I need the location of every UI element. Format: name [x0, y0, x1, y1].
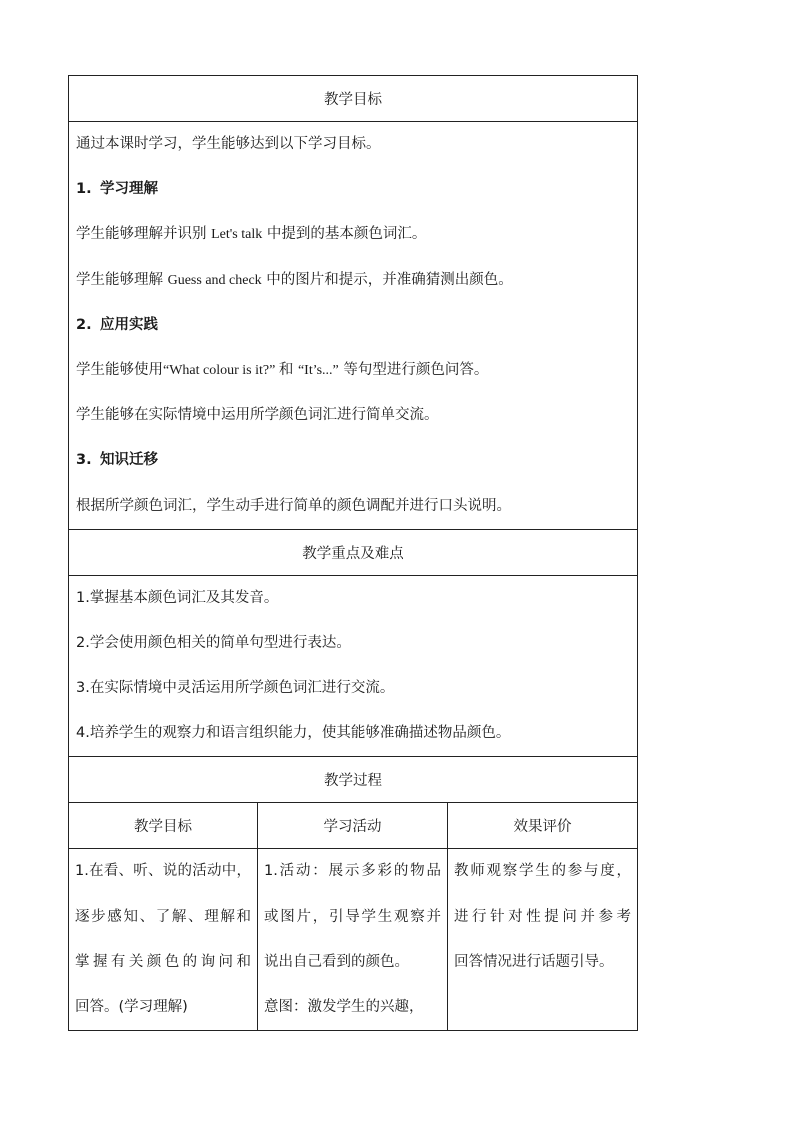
- cell-line: 进行针对性提问并参考: [454, 908, 632, 925]
- column-header-label: 学习活动: [323, 819, 382, 836]
- text-fragment: 中提到的基本颜色词汇。: [262, 226, 427, 243]
- cell-line: 教师观察学生的参与度，: [454, 863, 632, 880]
- evaluation-cell: [448, 849, 638, 1031]
- section-number: 2.: [76, 316, 92, 333]
- objective-line: [76, 484, 630, 529]
- objectives-intro: 通过本课时学习，学生能够达到以下学习目标。: [76, 136, 381, 152]
- key-point-item: 1.掌握基本颜色词汇及其发音。: [76, 589, 279, 606]
- text-fragment: 学生能够在实际情境中运用所学颜色词汇进行简单交流。: [76, 407, 439, 424]
- section-heading-text: 知识迁移: [100, 452, 158, 469]
- section-heading-2: [76, 303, 630, 348]
- cell-line: 掌握有关颜色的询问和: [75, 953, 251, 970]
- english-term: Guess and check: [167, 272, 262, 288]
- objective-line: [76, 258, 630, 303]
- key-point-item: 2.学会使用颜色相关的简单句型进行表达。: [76, 634, 351, 651]
- column-header-activity: [258, 803, 448, 849]
- process-title: 教学过程: [324, 773, 383, 790]
- section-heading-text: 应用实践: [100, 316, 158, 333]
- objectives-title: 教学目标: [324, 92, 383, 108]
- table-row: [69, 849, 638, 1031]
- key-points-title: 教学重点及难点: [302, 545, 404, 562]
- english-term: “It’s...”: [297, 362, 339, 378]
- text-fragment: 中的图片和提示，并准确猜测出颜色。: [261, 271, 513, 288]
- cell-line: 说出自己看到的颜色。: [264, 953, 409, 970]
- objective-line: [76, 348, 630, 393]
- goal-cell: [69, 849, 258, 1031]
- section-heading-1: [76, 167, 630, 212]
- process-header: [69, 757, 638, 803]
- text-fragment: 根据所学颜色词汇，学生动手进行简单的颜色调配并进行口头说明。: [76, 497, 511, 514]
- section-heading-text: 学习理解: [100, 181, 158, 198]
- column-header-goal: [69, 803, 258, 849]
- column-header-evaluation: [448, 803, 638, 849]
- key-point-item: 3.在实际情境中灵活运用所学颜色词汇进行交流。: [76, 680, 395, 697]
- text-fragment: 和: [278, 361, 298, 378]
- cell-line: 回答。(学习理解): [75, 999, 188, 1015]
- text-fragment: 等句型进行颜色问答。: [338, 361, 489, 378]
- cell-line: 1.在看、听、说的活动中，: [75, 863, 251, 880]
- column-header-label: 教学目标: [134, 819, 192, 836]
- section-number: 3.: [76, 452, 92, 469]
- cell-line: 或图片，引导学生观察并: [264, 908, 441, 925]
- cell-line: 意图：激发学生的兴趣，: [264, 999, 424, 1015]
- text-fragment: 学生能够理解: [76, 271, 168, 288]
- key-points-header: [69, 529, 638, 575]
- activity-cell: [258, 849, 448, 1031]
- section-number: 1.: [76, 181, 92, 198]
- cell-line: 回答情况进行话题引导。: [454, 953, 614, 970]
- key-point-item: 4.培养学生的观察力和语言组织能力，使其能够准确描述物品颜色。: [76, 725, 511, 742]
- text-fragment: 学生能够使用: [76, 361, 163, 378]
- lesson-plan-table: [68, 75, 638, 1031]
- objective-line: [76, 393, 630, 438]
- cell-line: 1.活动：展示多彩的物品: [264, 863, 441, 880]
- text-fragment: 学生能够理解并识别: [76, 226, 212, 243]
- column-header-label: 效果评价: [513, 819, 572, 836]
- objectives-body: [69, 122, 638, 530]
- section-heading-3: [76, 438, 630, 483]
- objectives-header: [69, 76, 638, 122]
- objective-line: [76, 212, 630, 257]
- english-term: Let's talk: [211, 227, 263, 243]
- key-points-body: [69, 575, 638, 757]
- cell-line: 逐步感知、了解、理解和: [75, 908, 251, 925]
- english-term: “What colour is it?”: [163, 362, 279, 378]
